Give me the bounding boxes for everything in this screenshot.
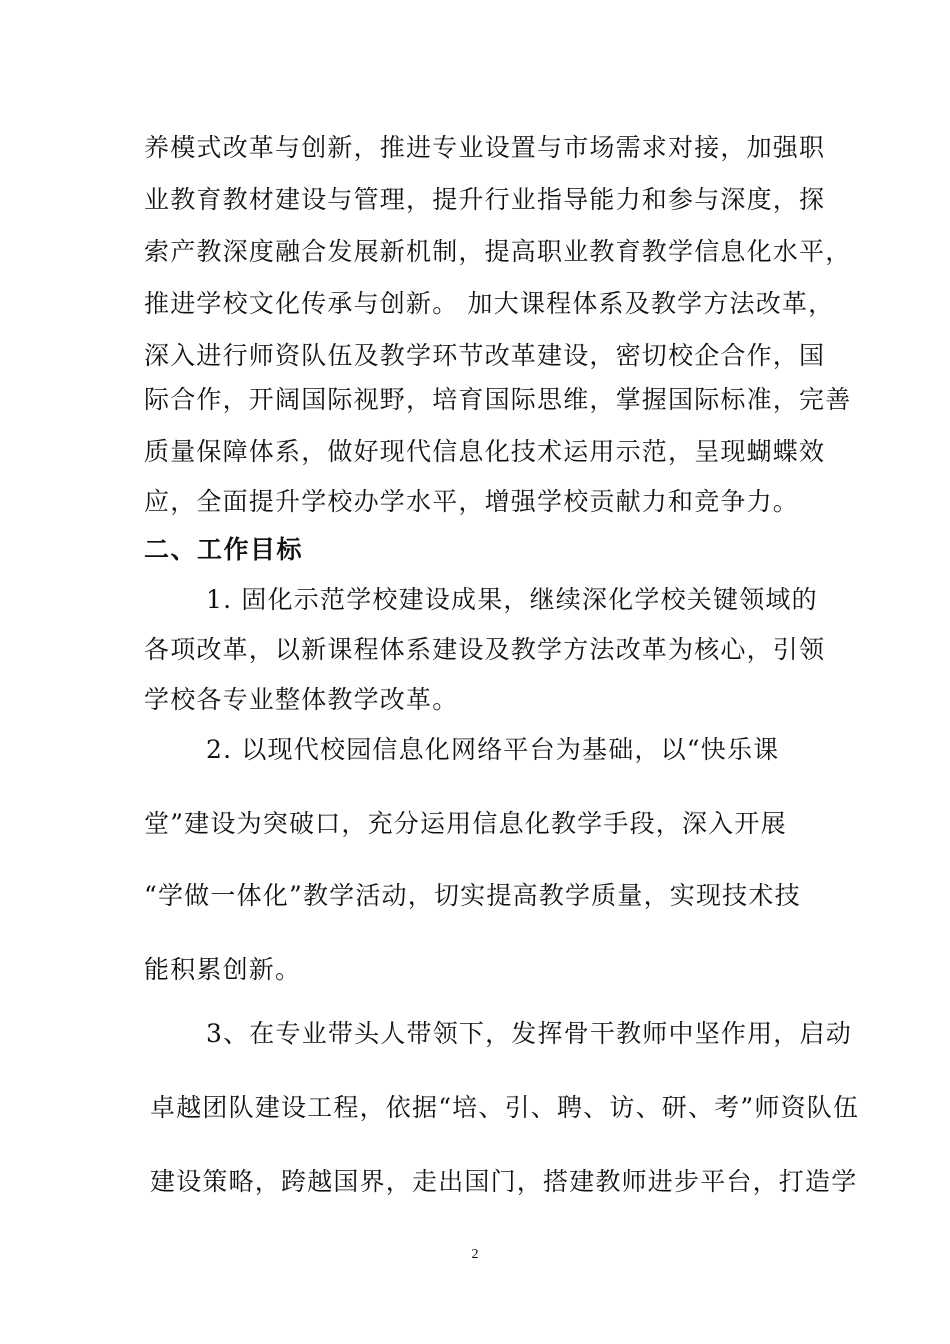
text-line: 际合作，开阔国际视野，培育国际思维，掌握国际标准，完善 bbox=[144, 385, 852, 414]
text-line: 卓越团队建设工程，依据“培、引、聘、访、研、考”师资队伍 bbox=[150, 1093, 860, 1122]
text-line: 3、在专业带头人带领下，发挥骨干教师中坚作用，启动 bbox=[206, 1019, 852, 1048]
text-line: 能积累创新。 bbox=[144, 955, 302, 984]
text-line: 推进学校文化传承与创新。 加大课程体系及教学方法改革， bbox=[144, 289, 835, 318]
text-line: 1. 固化示范学校建设成果，继续深化学校关键领域的 bbox=[206, 585, 818, 614]
text-line: 深入进行师资队伍及教学环节改革建设，密切校企合作，国 bbox=[144, 341, 826, 370]
text-line: 堂”建设为突破口，充分运用信息化教学手段，深入开展 bbox=[144, 809, 787, 838]
text-line: 养模式改革与创新，推进专业设置与市场需求对接，加强职 bbox=[144, 133, 826, 162]
text-line: 索产教深度融合发展新机制，提高职业教育教学信息化水平， bbox=[144, 237, 852, 266]
text-line: “学做一体化”教学活动，切实提高教学质量，实现技术技 bbox=[144, 881, 801, 910]
text-line: 2. 以现代校园信息化网络平台为基础，以“快乐课 bbox=[206, 735, 780, 764]
text-line: 应，全面提升学校办学水平，增强学校贡献力和竞争力。 bbox=[144, 487, 800, 516]
text-line: 质量保障体系，做好现代信息化技术运用示范，呈现蝴蝶效 bbox=[144, 437, 826, 466]
text-line: 学校各专业整体教学改革。 bbox=[144, 685, 459, 714]
section-heading: 二、工作目标 bbox=[144, 535, 304, 564]
text-line: 业教育教材建设与管理，提升行业指导能力和参与深度，探 bbox=[144, 185, 826, 214]
text-line: 建设策略，跨越国界，走出国门，搭建教师进步平台，打造学 bbox=[150, 1167, 858, 1196]
text-line: 各项改革，以新课程体系建设及教学方法改革为核心，引领 bbox=[144, 635, 826, 664]
page-number: 2 bbox=[471, 1247, 479, 1262]
